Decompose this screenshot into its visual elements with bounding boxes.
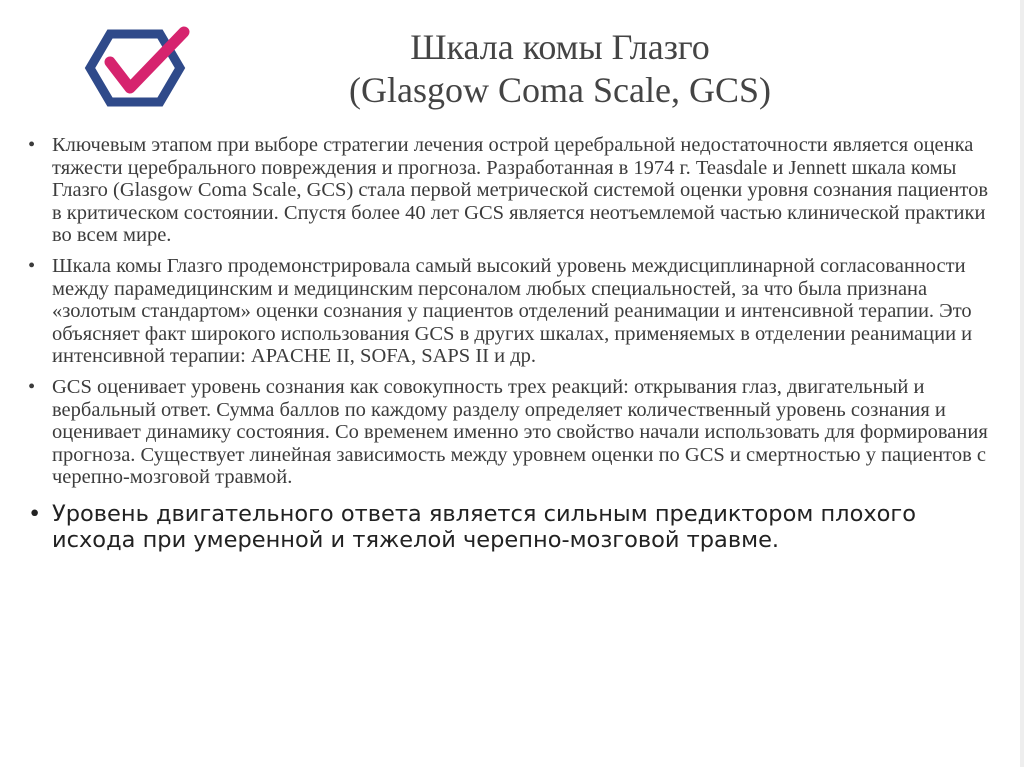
bullet-text: Ключевым этапом при выборе стратегии лечения острой церебральной недостаточности является оценка тяжести церебрального повреждения и прогноза. Разработанная в 1974 г. Teasdale и Jennett шкала комы Глазго (Glasgow Coma Scale, GCS) стала первой метрической системой оценки уровня сознания пациентов в критическом состоянии. Спустя более 40 лет GCS является неотъемлемой частью клинической практики во всем мире.	[52, 134, 988, 247]
bullet-item-highlight	[26, 501, 996, 553]
slide-title-line-1: Шкала комы Глазго	[410, 27, 710, 67]
bullet-item	[26, 376, 996, 489]
bullet-text: Шкала комы Глазго продемонстрировала самый высокий уровень междисциплинарной согласованности между парамедицинским и медицинским персоналом любых специальностей, за что была признана «золотым стандартом» оценки сознания у пациентов отделений реанимации и интенсивной терапии. Это объясняет факт широкого использования GCS в других шкалах, применяемых в отделении реанимации и интенсивной терапии: APACHE II, SOFA, SAPS II и др.	[52, 254, 973, 368]
bullet-marker: •	[28, 254, 36, 277]
bullet-item	[26, 255, 996, 368]
checkmark-hexagon-icon	[76, 22, 194, 114]
bullet-marker: •	[28, 134, 36, 156]
slide-title-line-2: (Glasgow Coma Scale, GCS)	[349, 70, 771, 110]
bullet-text: Уровень двигательного ответа является сильным предиктором плохого исхода при умеренной и тяжелой черепно-мозговой травме.	[52, 500, 916, 553]
slide-title	[200, 26, 920, 112]
bullet-text: GCS оценивает уровень сознания как совокупность трех реакций: открывания глаз, двигательный и вербальный ответ. Сумма баллов по каждому разделу определяет количественный уровень сознания и оценивает динамику состояния. Со временем именно это свойство начали использовать для формирования прогноза. Существует линейная зависимость между уровнем оценки по GCS и смертностью у пациентов с черепно-мозговой травмой.	[52, 375, 988, 489]
bullet-marker: •	[28, 375, 36, 398]
bullet-list	[26, 134, 996, 561]
slide-edge	[1020, 0, 1024, 767]
bullet-marker: •	[28, 500, 42, 527]
bullet-item	[26, 134, 996, 247]
